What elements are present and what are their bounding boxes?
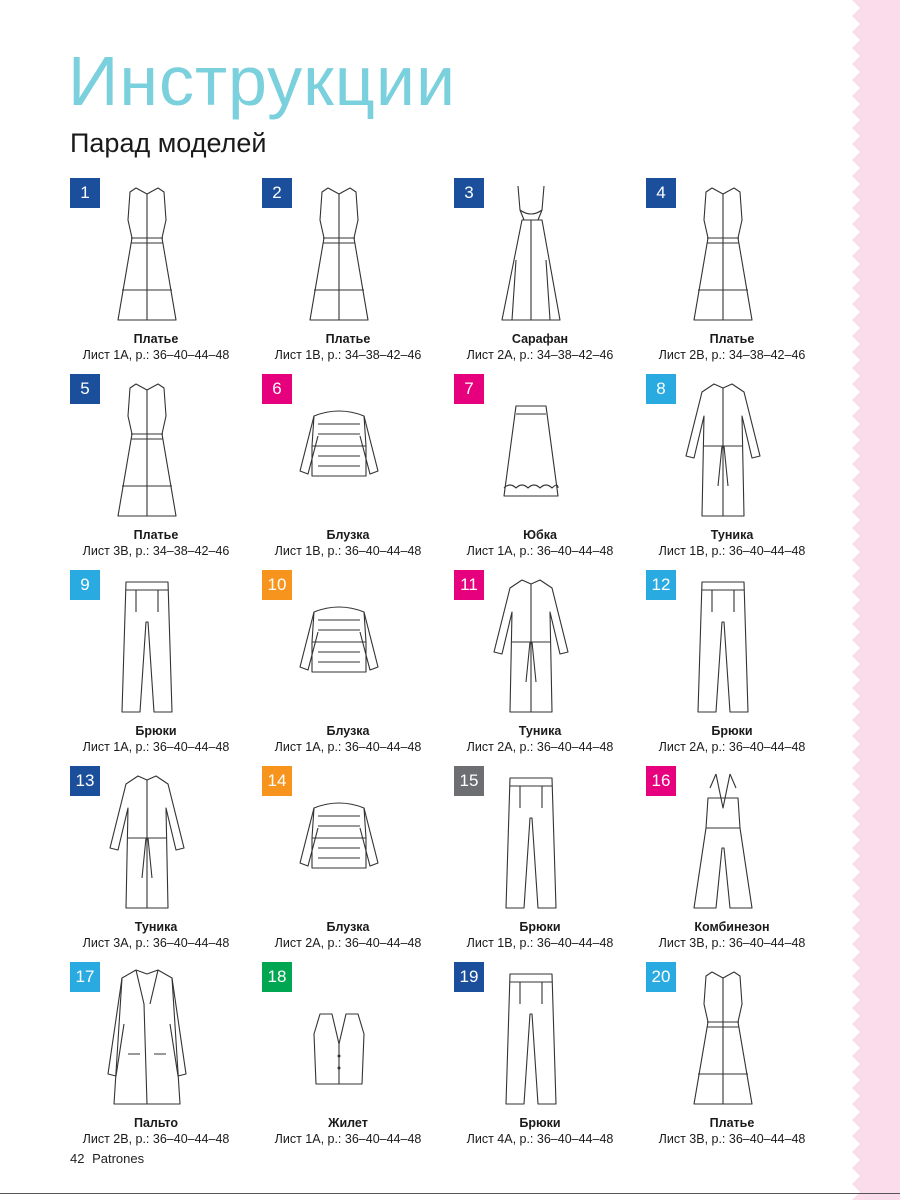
model-number-badge: 9: [70, 570, 100, 600]
model-card: [252, 568, 444, 764]
model-number-badge: 1: [70, 178, 100, 208]
model-card: [444, 568, 636, 764]
model-number-badge: 4: [646, 178, 676, 208]
jumpsuit-icon: [678, 768, 768, 916]
model-card: [60, 960, 252, 1156]
dress-icon: [102, 376, 192, 524]
model-sheet-sizes: Лист 2В, р.: 34–38–42–46: [658, 348, 806, 362]
model-number-badge: 18: [262, 962, 292, 992]
model-sheet-sizes: Лист 2А, р.: 36–40–44–48: [466, 740, 614, 754]
model-sheet-sizes: Лист 1А, р.: 36–40–44–48: [82, 740, 230, 754]
model-name: Платье: [709, 1116, 755, 1130]
model-sheet-sizes: Лист 1В, р.: 36–40–44–48: [658, 544, 806, 558]
model-name: Жилет: [328, 1116, 368, 1130]
model-number-badge: 12: [646, 570, 676, 600]
magazine-name: Patrones: [92, 1151, 145, 1166]
page-number: 42: [70, 1151, 85, 1166]
model-sheet-sizes: Лист 3В, р.: 36–40–44–48: [658, 1132, 806, 1146]
page-subtitle: Парад моделей: [70, 128, 267, 158]
model-number-badge: 19: [454, 962, 484, 992]
model-number-badge: 6: [262, 374, 292, 404]
model-name: Платье: [133, 528, 179, 542]
model-number-badge: 14: [262, 766, 292, 796]
tunic-icon: [102, 768, 192, 916]
model-number-badge: 16: [646, 766, 676, 796]
dress-icon: [678, 180, 768, 328]
model-sheet-sizes: Лист 1В, р.: 34–38–42–46: [274, 348, 422, 362]
model-number-badge: 15: [454, 766, 484, 796]
model-sheet-sizes: Лист 2А, р.: 36–40–44–48: [658, 740, 806, 754]
tunic-icon: [486, 572, 576, 720]
dress-icon: [294, 180, 384, 328]
model-number-badge: 3: [454, 178, 484, 208]
model-card: [60, 764, 252, 960]
model-sheet-sizes: Лист 1А, р.: 36–40–44–48: [274, 1132, 422, 1146]
model-number-badge: 17: [70, 962, 100, 992]
model-name: Платье: [709, 332, 755, 346]
model-sheet-sizes: Лист 1А, р.: 36–40–44–48: [82, 348, 230, 362]
dress-icon: [102, 180, 192, 328]
model-card: [636, 372, 828, 568]
bottom-divider: [0, 1193, 900, 1194]
model-card: [60, 568, 252, 764]
zigzag-edge: [852, 0, 900, 1200]
model-card: [60, 176, 252, 372]
model-sheet-sizes: Лист 3В, р.: 34–38–42–46: [82, 544, 230, 558]
model-name: Туника: [518, 724, 562, 738]
model-card: [444, 764, 636, 960]
model-card: [444, 176, 636, 372]
model-number-badge: 13: [70, 766, 100, 796]
model-card: [636, 960, 828, 1156]
model-sheet-sizes: Лист 3А, р.: 36–40–44–48: [82, 936, 230, 950]
model-card: [444, 960, 636, 1156]
model-card: [60, 372, 252, 568]
model-name: Пальто: [133, 1116, 179, 1130]
model-name: Сарафан: [511, 332, 569, 346]
model-name: Блузка: [326, 724, 370, 738]
sundress-icon: [486, 180, 576, 328]
model-name: Брюки: [519, 920, 561, 934]
trousers-icon: [102, 572, 192, 720]
models-grid: [60, 176, 828, 1156]
model-name: Туника: [134, 920, 178, 934]
model-name: Брюки: [519, 1116, 561, 1130]
trousers-icon: [486, 964, 576, 1112]
skirt-icon: [486, 376, 576, 524]
model-sheet-sizes: Лист 2А, р.: 36–40–44–48: [274, 936, 422, 950]
model-number-badge: 8: [646, 374, 676, 404]
blouse-icon: [294, 376, 384, 524]
model-sheet-sizes: Лист 1В, р.: 36–40–44–48: [274, 544, 422, 558]
page-title: Инструкции: [68, 42, 457, 120]
model-name: Блузка: [326, 920, 370, 934]
model-name: Туника: [710, 528, 754, 542]
model-sheet-sizes: Лист 1А, р.: 36–40–44–48: [274, 740, 422, 754]
model-sheet-sizes: Лист 1В, р.: 36–40–44–48: [466, 936, 614, 950]
side-decorative-strip: [852, 0, 900, 1200]
model-sheet-sizes: Лист 3В, р.: 36–40–44–48: [658, 936, 806, 950]
model-sheet-sizes: Лист 2В, р.: 36–40–44–48: [82, 1132, 230, 1146]
coat-icon: [102, 964, 192, 1112]
trousers-icon: [486, 768, 576, 916]
model-card: [252, 372, 444, 568]
model-number-badge: 20: [646, 962, 676, 992]
model-number-badge: 2: [262, 178, 292, 208]
model-name: Брюки: [135, 724, 177, 738]
model-number-badge: 7: [454, 374, 484, 404]
dress-icon: [678, 964, 768, 1112]
blouse-icon: [294, 768, 384, 916]
model-card: [636, 568, 828, 764]
model-name: Комбинезон: [694, 920, 770, 934]
model-card: [636, 176, 828, 372]
model-number-badge: 5: [70, 374, 100, 404]
model-card: [444, 372, 636, 568]
tunic-icon: [678, 376, 768, 524]
model-sheet-sizes: Лист 2А, р.: 34–38–42–46: [466, 348, 614, 362]
model-number-badge: 10: [262, 570, 292, 600]
blouse-icon: [294, 572, 384, 720]
model-card: [252, 764, 444, 960]
model-name: Платье: [133, 332, 179, 346]
model-sheet-sizes: Лист 1А, р.: 36–40–44–48: [466, 544, 614, 558]
vest-icon: [294, 964, 384, 1112]
model-card: [252, 176, 444, 372]
model-card: [252, 960, 444, 1156]
model-name: Блузка: [326, 528, 370, 542]
model-card: [636, 764, 828, 960]
page-footer: [70, 1151, 148, 1166]
model-number-badge: 11: [454, 570, 484, 600]
model-name: Платье: [325, 332, 371, 346]
model-sheet-sizes: Лист 4А, р.: 36–40–44–48: [466, 1132, 614, 1146]
model-name: Брюки: [711, 724, 753, 738]
model-name: Юбка: [523, 528, 557, 542]
trousers-icon: [678, 572, 768, 720]
